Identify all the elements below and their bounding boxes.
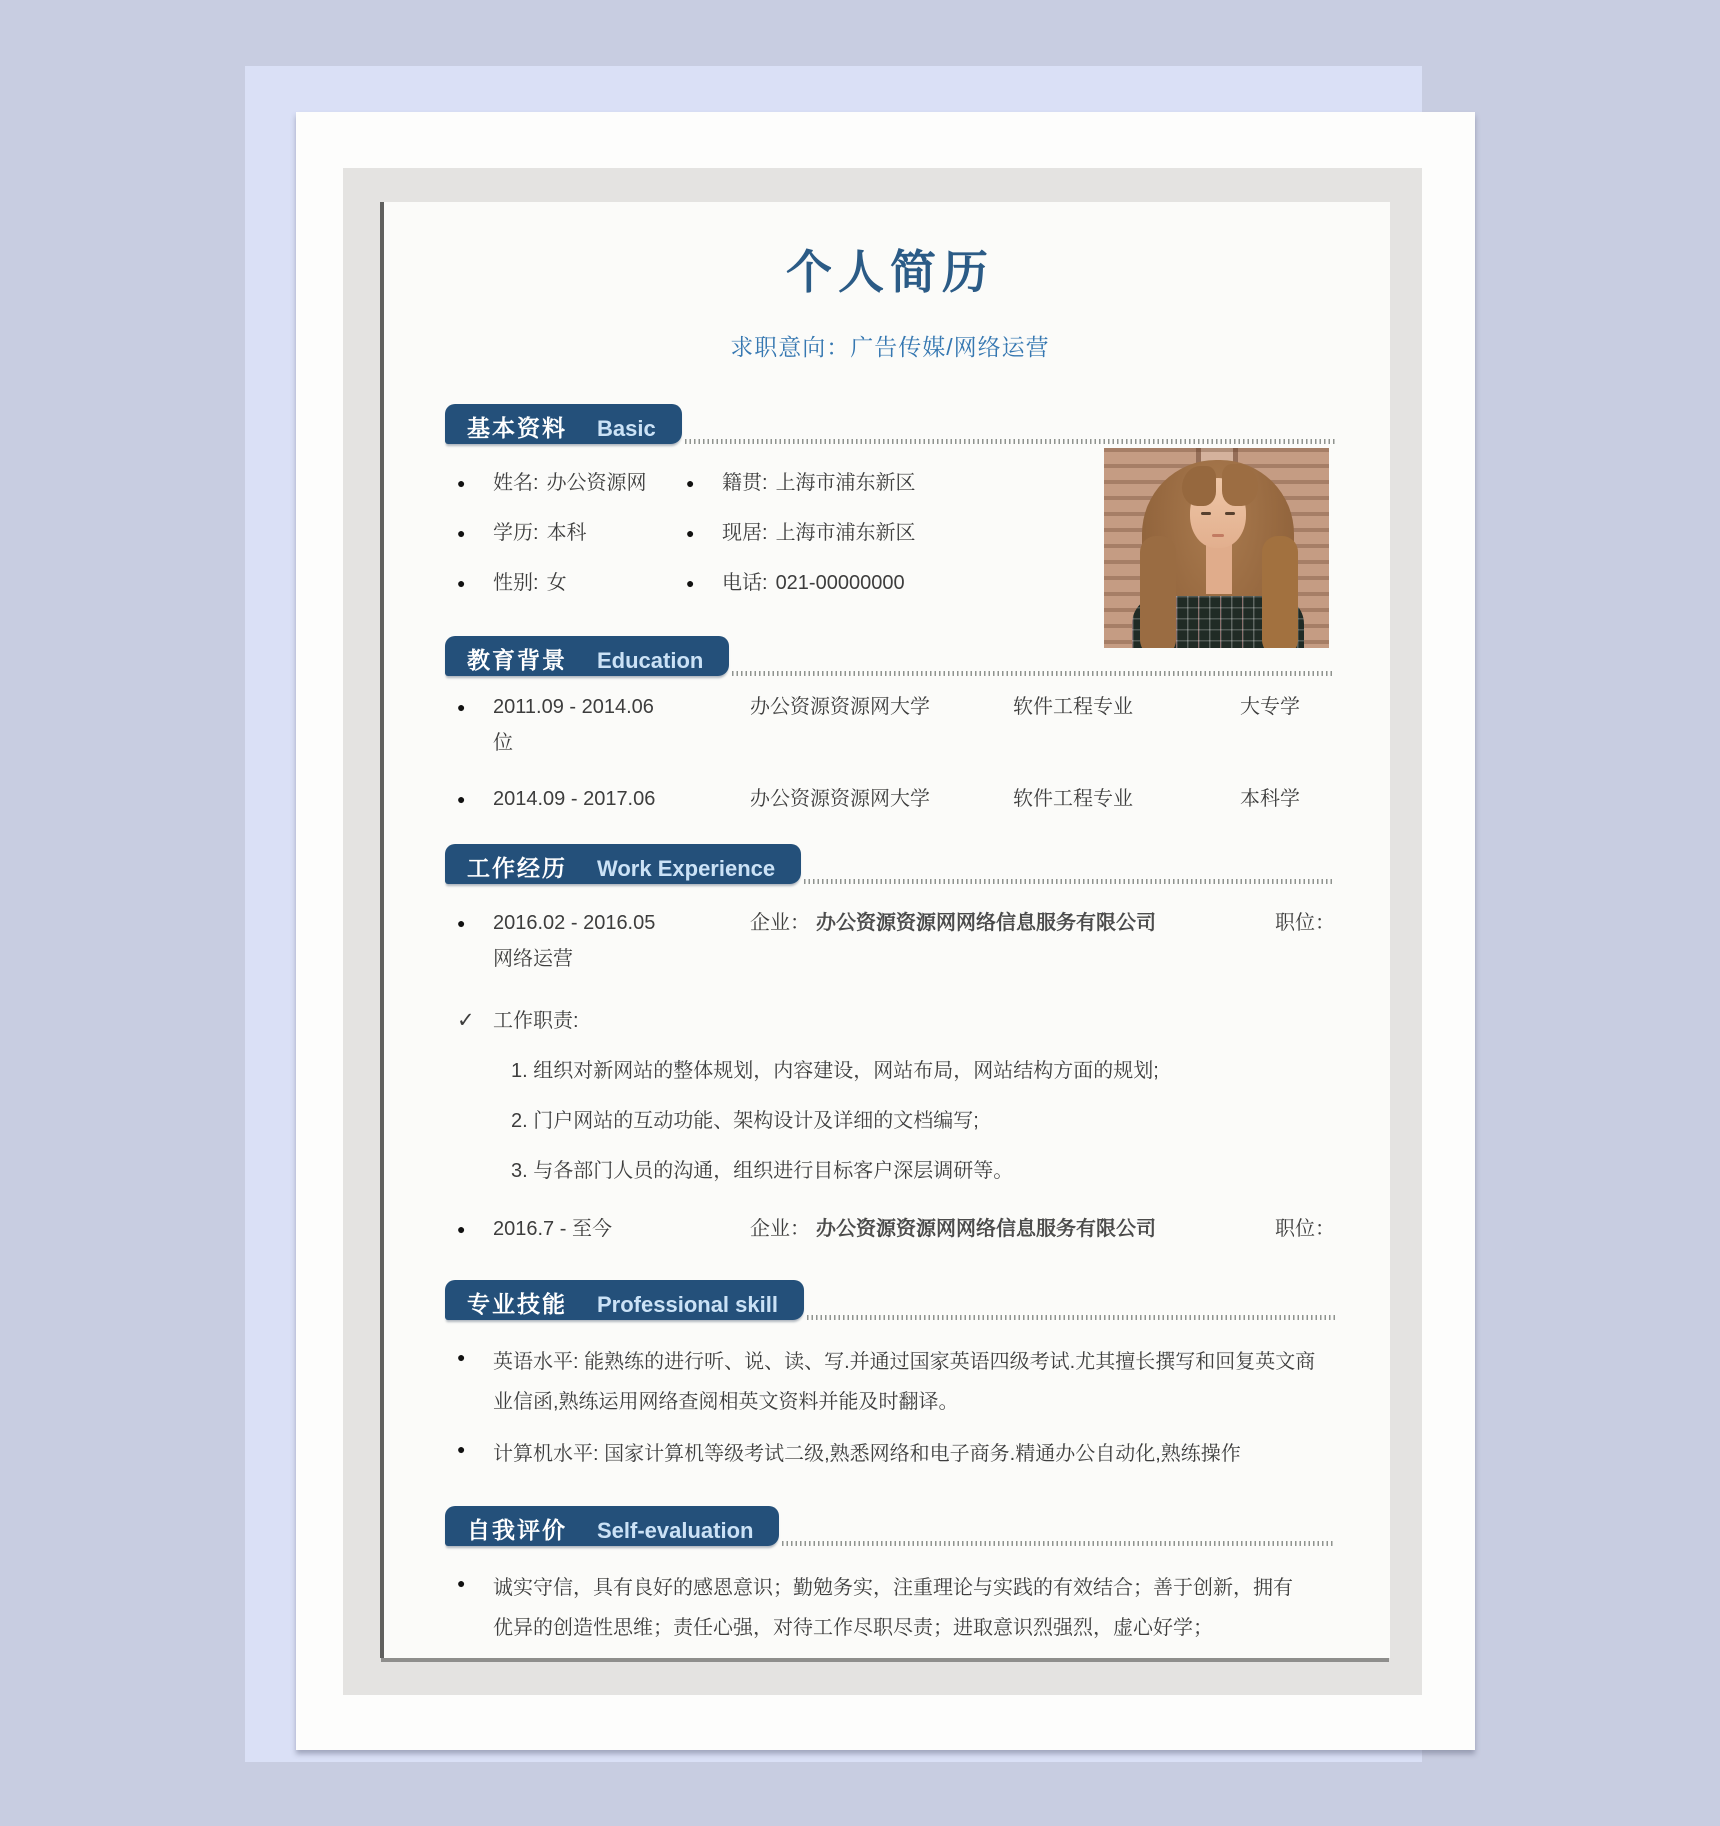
bullet-icon: ● bbox=[457, 699, 466, 715]
section-tab-basic bbox=[445, 404, 682, 444]
section-tab-work bbox=[445, 844, 801, 884]
field-value: 办公资源网 bbox=[546, 472, 647, 494]
field-label: 学历: bbox=[493, 522, 539, 544]
job-date: 2016.02 - 2016.05 bbox=[493, 912, 656, 934]
duty-heading: 工作职责: bbox=[493, 1010, 579, 1032]
company-name: 办公资源资源网网络信息服务有限公司 bbox=[816, 1218, 1156, 1240]
company-label: 企业： bbox=[750, 912, 810, 934]
bullet-icon: ● bbox=[457, 1575, 466, 1591]
bullet-icon: ● bbox=[686, 475, 695, 491]
duty-text: 2. 门户网站的互动功能、架构设计及详细的文档编写; bbox=[511, 1110, 979, 1132]
basic-field-residence bbox=[674, 518, 1105, 548]
section-header-work bbox=[445, 844, 1335, 884]
section-header-evaluation bbox=[445, 1506, 1335, 1546]
work-job-row bbox=[445, 1214, 1335, 1244]
section-tab-evaluation bbox=[445, 1506, 779, 1546]
evaluation-item bbox=[445, 1568, 1335, 1648]
duty-text: 1. 组织对新网站的整体规划，内容建设，网站布局，网站结构方面的规划; bbox=[511, 1060, 1159, 1082]
edu-degree: 大专学 bbox=[1240, 696, 1300, 718]
section-rule bbox=[807, 1315, 1335, 1320]
skill-text: 计算机水平: 国家计算机等级考试二级,熟悉网络和电子商务.精通办公自动化,熟练操作 bbox=[493, 1443, 1241, 1465]
bullet-icon: ● bbox=[457, 791, 466, 807]
education-row bbox=[445, 784, 1335, 814]
section-tab-education bbox=[445, 636, 729, 676]
basic-field-name bbox=[445, 468, 674, 498]
field-value: 021-00000000 bbox=[775, 572, 905, 594]
resume-title: 个人简历 bbox=[786, 246, 994, 298]
section-header-skill bbox=[445, 1280, 1335, 1320]
field-value: 女 bbox=[546, 572, 567, 594]
section-rule bbox=[804, 879, 1335, 884]
section-rule bbox=[685, 439, 1335, 444]
section-tab-education-en: Education bbox=[597, 648, 704, 673]
profile-photo bbox=[1104, 448, 1329, 648]
company-name: 办公资源资源网网络信息服务有限公司 bbox=[816, 912, 1156, 934]
section-tab-evaluation-en: Self-evaluation bbox=[597, 1518, 754, 1543]
section-tab-work-en: Work Experience bbox=[597, 856, 776, 881]
photo-eye bbox=[1225, 512, 1235, 515]
section-tab-work-zh: 工作经历 bbox=[467, 855, 567, 881]
section-header-basic bbox=[445, 404, 1335, 444]
photo-mouth bbox=[1212, 534, 1224, 537]
field-value: 上海市浦东新区 bbox=[775, 522, 916, 544]
education-row bbox=[445, 692, 1335, 758]
bullet-icon: ● bbox=[457, 1441, 466, 1457]
skill-item bbox=[445, 1342, 1335, 1422]
photo-hair-fringe bbox=[1222, 464, 1258, 506]
section-tab-evaluation-zh: 自我评价 bbox=[467, 1517, 567, 1543]
section-tab-education-zh: 教育背景 bbox=[467, 647, 567, 673]
job-position: 网络运营 bbox=[493, 948, 573, 970]
education-list bbox=[445, 692, 1335, 814]
evaluation-text: 诚实守信，具有良好的感恩意识；勤勉务实，注重理论与实践的有效结合；善于创新，拥有优异的创造性思维；责任心强，对待工作尽职尽责；进取意识烈强烈，虚心好学； bbox=[493, 1577, 1293, 1639]
basic-field-education bbox=[445, 518, 674, 548]
skill-item bbox=[445, 1434, 1335, 1474]
check-icon: ✓ bbox=[457, 1009, 475, 1032]
position-label: 职位： bbox=[1275, 1218, 1335, 1240]
edu-school: 办公资源资源网大学 bbox=[750, 788, 930, 810]
basic-field-phone bbox=[674, 568, 1105, 598]
bullet-icon: ● bbox=[457, 575, 466, 591]
bullet-icon: ● bbox=[457, 915, 466, 931]
duty-text: 3. 与各部门人员的沟通，组织进行目标客户深层调研等。 bbox=[511, 1160, 1014, 1182]
bullet-icon: ● bbox=[457, 1221, 466, 1237]
basic-field-hometown bbox=[674, 468, 1105, 498]
bullet-icon: ● bbox=[686, 525, 695, 541]
photo-hair-strand bbox=[1140, 536, 1176, 648]
edu-major: 软件工程专业 bbox=[1013, 788, 1133, 810]
photo-eye bbox=[1201, 512, 1211, 515]
company-label: 企业： bbox=[750, 1218, 810, 1240]
section-tab-basic-en: Basic bbox=[597, 416, 656, 441]
skill-text: 英语水平: 能熟练的进行听、说、读、写.并通过国家英语四级考试.尤其擅长撰写和回复英文商业信函,熟练运用网络查阅相英文资料并能及时翻译。 bbox=[493, 1351, 1316, 1413]
section-tab-basic-zh: 基本资料 bbox=[467, 415, 567, 441]
resume-page bbox=[380, 202, 1390, 1658]
job-intention: 求职意向：广告传媒/网络运营 bbox=[730, 334, 1050, 360]
basic-field-gender bbox=[445, 568, 674, 598]
edu-degree: 本科学 bbox=[1240, 788, 1300, 810]
field-label: 性别: bbox=[493, 572, 539, 594]
basic-info-grid bbox=[445, 468, 1105, 598]
field-value: 本科 bbox=[546, 522, 587, 544]
field-value: 上海市浦东新区 bbox=[775, 472, 916, 494]
section-tab-skill-en: Professional skill bbox=[597, 1292, 778, 1317]
edu-school: 办公资源资源网大学 bbox=[750, 696, 930, 718]
field-label: 电话: bbox=[722, 572, 768, 594]
bullet-icon: ● bbox=[457, 475, 466, 491]
bullet-icon: ● bbox=[457, 1349, 466, 1365]
photo-neck bbox=[1206, 544, 1232, 594]
section-rule bbox=[782, 1541, 1335, 1546]
section-rule bbox=[732, 671, 1335, 676]
duty-item bbox=[445, 1156, 1335, 1186]
work-job-row bbox=[445, 908, 1335, 974]
duty-item bbox=[445, 1056, 1335, 1086]
photo-hair-strand bbox=[1262, 536, 1298, 648]
section-tab-skill bbox=[445, 1280, 804, 1320]
field-label: 现居: bbox=[722, 522, 768, 544]
position-label: 职位： bbox=[1275, 912, 1335, 934]
duty-heading-row bbox=[445, 1006, 1335, 1036]
edu-major: 软件工程专业 bbox=[1013, 696, 1133, 718]
section-tab-skill-zh: 专业技能 bbox=[467, 1291, 567, 1317]
photo-hair-fringe bbox=[1182, 466, 1216, 506]
field-label: 籍贯: bbox=[722, 472, 768, 494]
bullet-icon: ● bbox=[686, 575, 695, 591]
field-label: 姓名: bbox=[493, 472, 539, 494]
duty-item bbox=[445, 1106, 1335, 1136]
edu-date: 2011.09 - 2014.06 bbox=[493, 696, 654, 718]
edu-date: 2014.09 - 2017.06 bbox=[493, 788, 656, 810]
job-date: 2016.7 - 至今 bbox=[493, 1218, 612, 1240]
edu-degree-wrap: 位 bbox=[493, 732, 513, 754]
bullet-icon: ● bbox=[457, 525, 466, 541]
